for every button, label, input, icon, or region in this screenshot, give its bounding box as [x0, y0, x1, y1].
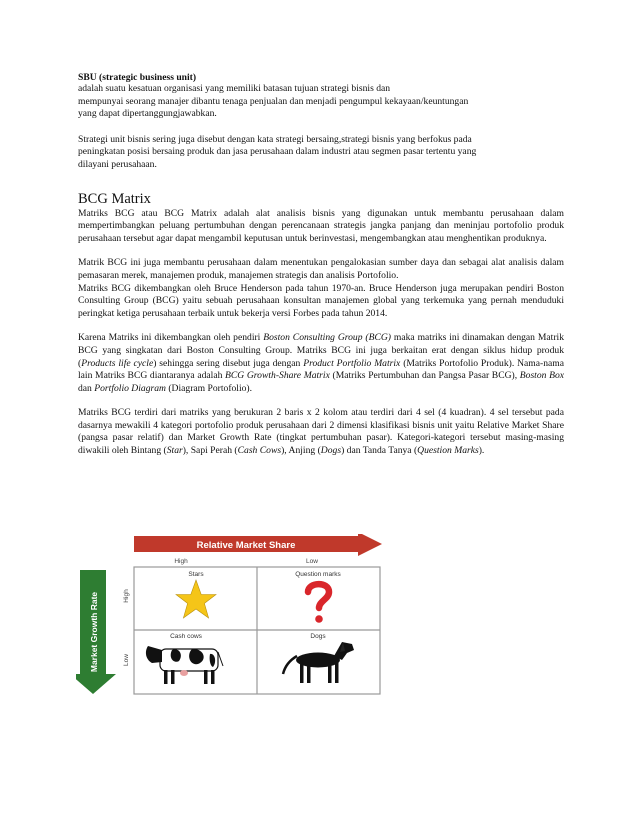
relative-market-share-label: Relative Market Share [196, 540, 296, 551]
sbu-line-1: adalah suatu kesatuan organisasi yang memiliki batasan tujuan strategi bisnis dan [78, 83, 391, 94]
bcg-matrix-figure [76, 534, 384, 696]
sbu-line-3: yang dapat dipertanggungjawabkan. [78, 108, 217, 120]
paragraph-definition: Matriks BCG atau BCG Matrix adalah alat analisis bisnis yang digunakan untuk membantu perusahaan dalam mempertimbangkan peluang pertumbuhan dengan perencanaan strategis jangka panjang dan meninjau portofolio produk perusahaan tersebut agar dapat mengambil keputusan untuk berinvestasi, mengembangkan atau menghentikan produknya. [78, 207, 564, 244]
document-page [78, 72, 564, 458]
quadrant-cash-cows-label: Cash cows [170, 633, 202, 640]
market-growth-rate-label: Market Growth Rate [89, 591, 99, 673]
quadrant-question-marks-label: Question marks [295, 571, 341, 578]
quadrant-stars-label: Stars [188, 571, 204, 578]
strategi-line-2: peningkatan posisi bersaing produk dan jasa perusahaan dalam industri atau segmen pasar tertentu yang [78, 146, 477, 158]
sbu-line-2: mempunyai seorang manajer dibantu tenaga penjualan dan menjadi pengumpul kekayaan/keuntungan [78, 95, 469, 107]
paragraph-allocation: Matrik BCG ini juga membantu perusahaan dalam menentukan pengalokasian sumber daya dan sebagai alat analisis dalam pemasaran merek, manajemen produk, manajemen strategis dan analisis Portofolio. [78, 257, 564, 281]
strategi-line-3: dilayani perusahaan. [78, 158, 157, 170]
bcg-matrix-heading: BCG Matrix [78, 190, 151, 207]
paragraph-quadrants: Matriks BCG terdiri dari matriks yang berukuran 2 baris x 2 kolom atau terdiri dari 4 sel (4 kuadran). 4 sel tersebut pada dasarnya mewakili 4 kategori portofolio produk perusahaan dari 2 dimensi klasifikasi bisnis unit yaitu Relative Market Share (pangsa pasar relatif) dan Market Growth Rate (tingkat pertumbuhan pasar). Kategori-kategori tersebut masing-masing diwakili oleh Bintang (Star), Sapi Perah (Cash Cows), Anjing (Dogs) dan Tanda Tanya (Question Marks). [78, 407, 564, 457]
column-high-label: High [174, 558, 188, 565]
row-low-label: Low [123, 654, 130, 666]
sbu-heading: SBU (strategic business unit) [78, 72, 197, 83]
paragraph-naming: Karena Matriks ini dikembangkan oleh pendiri Boston Consulting Group (BCG) maka matriks ini dinamakan dengan Matrik BCG yang singkatan dari Boston Consulting Group. Matriks BCG ini juga berkaitan erat dengan siklus hidup produk (Products life cycle) sehingga sering disebut juga dengan Product Portfolio Matrix (Matriks Portofolio Produk). Nama-nama lain Matriks BCG diantaranya adalah BCG Growth-Share Matrix (Matriks Pertumbuhan dan Pangsa Pasar BCG), Boston Box dan Portfolio Diagram (Diagram Portofolio). [78, 332, 565, 394]
strategi-line-1: Strategi unit bisnis sering juga disebut dengan kata strategi bersaing,strategi bisnis yang berfokus pada [78, 133, 472, 145]
paragraph-henderson: Matriks BCG dikembangkan oleh Bruce Henderson pada tahun 1970-an. Bruce Henderson juga merupakan pendiri Boston Consulting Group (BCG) yaitu sebuah perusahaan konsultan manajemen global yang terkemuka yang pernah menduduki peringkat ketiga perusahaan terbaik untuk bekerja versi Forbes pada tahun 2014. [78, 282, 564, 319]
row-high-label: High [123, 589, 130, 603]
quadrant-dogs-label: Dogs [310, 633, 326, 640]
column-low-label: Low [306, 558, 318, 565]
